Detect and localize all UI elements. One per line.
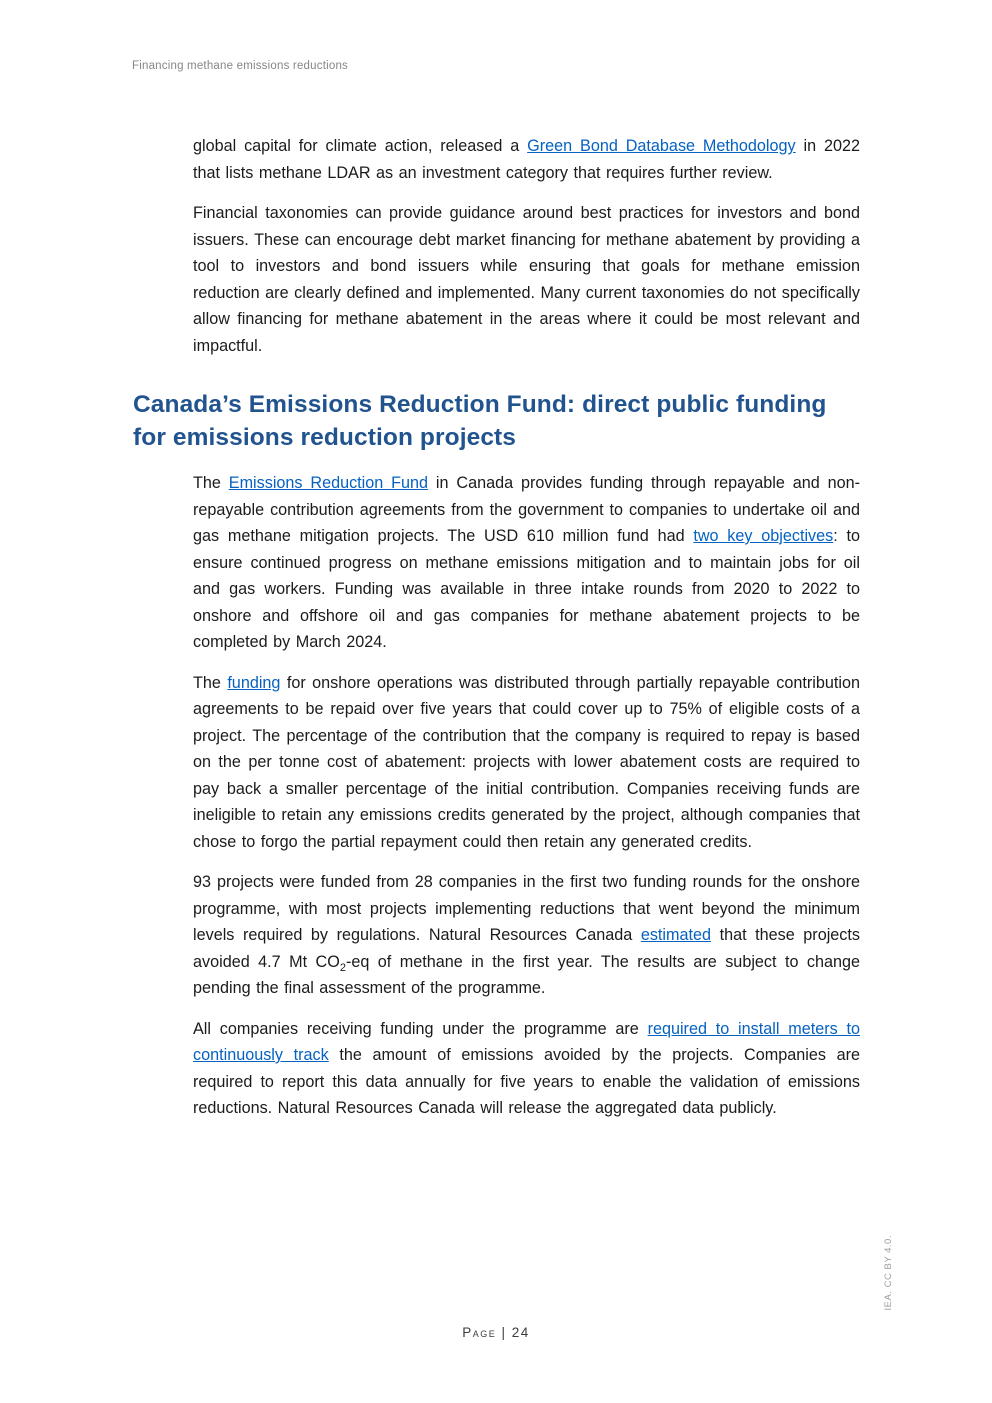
text-run: All companies receiving funding under the programme are xyxy=(193,1019,648,1038)
paragraph-financial-taxonomies xyxy=(133,200,860,359)
hyperlink[interactable]: required to install meters to continuously track xyxy=(193,1019,860,1064)
text-run: 93 projects were funded from 28 companies in the first two funding rounds for the onshore programme, with most projects implementing reductions that went beyond the minimum levels required by regulations. Natural Resources Canada xyxy=(193,873,860,944)
paragraph-meters xyxy=(133,1016,860,1122)
hyperlink[interactable]: two key objectives xyxy=(693,527,834,545)
text-run: for onshore operations was distributed through partially repayable contribution agreements to be repaid over five years that could cover up to 75% of eligible costs of a project. The percentage of the contribution that the company is required to repay is based on the per tonne cost of abatement: projects with lower abatement costs are required to pay back a smaller percentage of the initial contribution. Companies receiving funds are ineligible to retain any emissions credits generated by the project, although companies that chose to forgo the partial repayment could then retain any generated credits. xyxy=(193,673,860,851)
page-number: Page | 24 xyxy=(462,1325,530,1340)
section-heading: Canada’s Emissions Reduction Fund: direct public funding for emissions reduction projects xyxy=(133,391,827,451)
license-vertical-text: IEA. CC BY 4.0. xyxy=(883,1234,894,1310)
text-run: Financial taxonomies can provide guidance around best practices for investors and bond issuers. These can encourage debt market financing for methane abatement by providing a tool to investors and bond issuers while ensuring that goals for methane emission reduction are clearly defined and implemented. Many current taxonomies do not specifically allow financing for methane abatement in the areas where it could be most relevant and impactful. xyxy=(193,204,860,355)
text-run: The xyxy=(193,474,229,492)
text-run: : to ensure continued progress on methane emissions mitigation and to maintain jobs for oil and gas workers. Funding was available in three intake rounds from 2020 to 2022 to onshore and offshore oil and gas companies for methane abatement projects to be completed by March 2024. xyxy=(193,527,861,651)
text-run: that these projects avoided 4.7 Mt CO xyxy=(193,926,860,971)
page-content xyxy=(133,133,860,1136)
hyperlink[interactable]: estimated xyxy=(640,926,711,944)
paragraph-emissions-reduction-fund xyxy=(133,470,860,656)
text-run: in 2022 that lists methane LDAR as an investment category that requires further review. xyxy=(193,137,861,182)
running-header: Financing methane emissions reductions xyxy=(132,60,348,72)
paragraph-93-projects xyxy=(133,869,860,1002)
text-run: in Canada provides funding through repayable and non-repayable contribution agreements from the government to companies to undertake oil and gas methane mitigation projects. The USD 610 million fund had xyxy=(193,474,860,545)
paragraph-funding-onshore xyxy=(133,670,860,856)
text-run: the amount of emissions avoided by the projects. Companies are required to report this data annually for five years to enable the validation of emissions reductions. Natural Resources Canada will release the aggregated data publicly. xyxy=(193,1046,860,1117)
hyperlink[interactable]: Emissions Reduction Fund xyxy=(228,474,429,492)
paragraph-green-bond xyxy=(133,133,860,186)
hyperlink[interactable]: Green Bond Database Methodology xyxy=(527,137,796,155)
subscript: 2 xyxy=(339,961,346,974)
text-run: -eq of methane in the first year. The results are subject to change pending the final assessment of the programme. xyxy=(193,952,861,997)
text-run: global capital for climate action, released a xyxy=(193,137,528,155)
hyperlink[interactable]: funding xyxy=(227,673,281,692)
text-run: The xyxy=(193,673,228,692)
